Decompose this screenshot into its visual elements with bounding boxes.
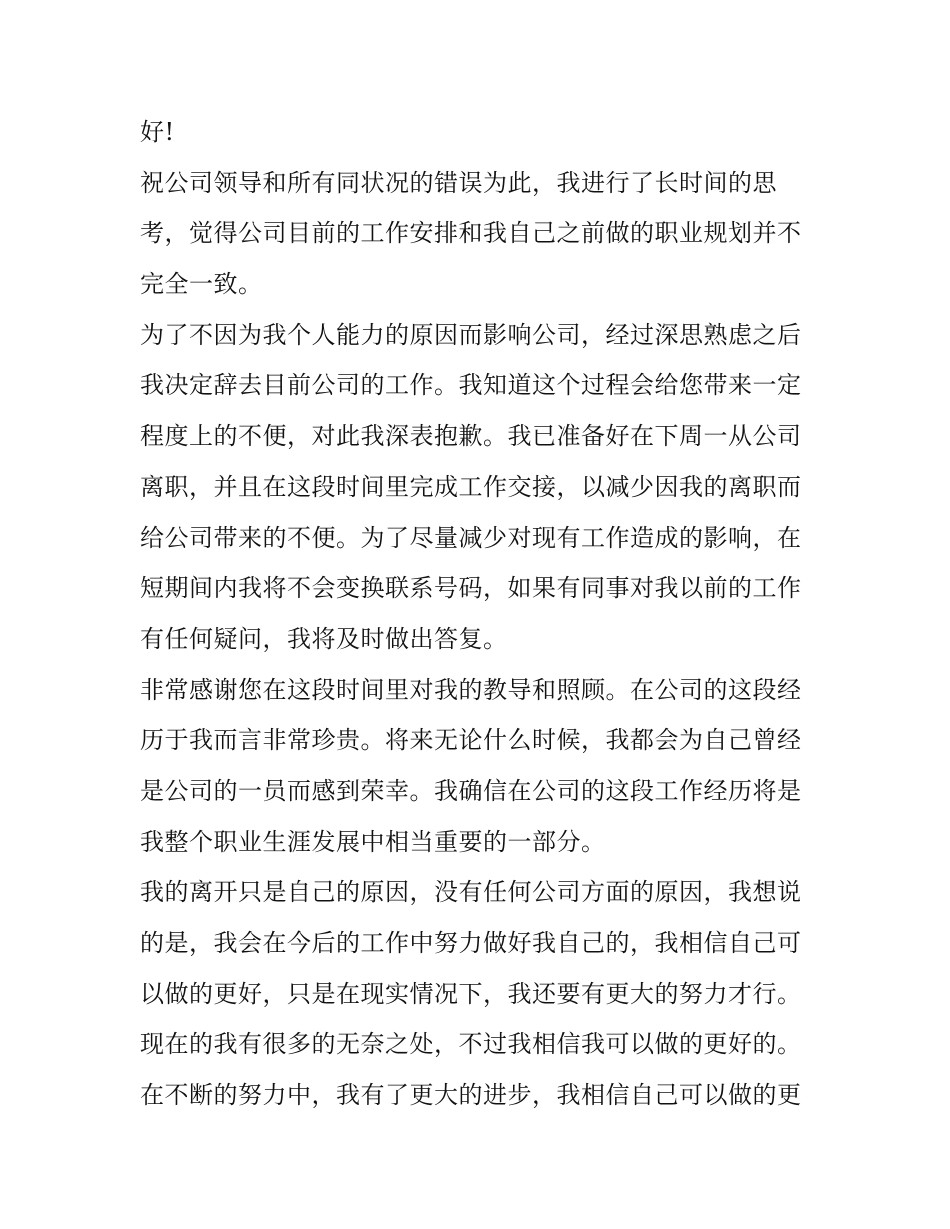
text-line: 非常感谢您在这段时间里对我的教导和照顾。在公司的这段经 — [140, 675, 802, 704]
text-line: 离职，并且在这段时间里完成工作交接，以减少因我的离职而 — [140, 472, 802, 501]
text-line: 祝公司领导和所有同状况的错误为此，我进行了长时间的思 — [140, 168, 777, 197]
text-line: 现在的我有很多的无奈之处，不过我相信我可以做的更好的。 — [140, 1030, 802, 1059]
text-line: 有任何疑问，我将及时做出答复。 — [140, 624, 508, 653]
text-line: 我决定辞去目前公司的工作。我知道这个过程会给您带来一定 — [140, 371, 802, 400]
text-line: 历于我而言非常珍贵。将来无论什么时候，我都会为自己曾经 — [140, 726, 802, 755]
text-line: 为了不因为我个人能力的原因而影响公司，经过深思熟虑之后 — [140, 320, 802, 349]
text-line: 给公司带来的不便。为了尽量减少对现有工作造成的影响，在 — [140, 523, 802, 552]
letter-body — [140, 107, 820, 1121]
text-line: 的是，我会在今后的工作中努力做好我自己的，我相信自己可 — [140, 929, 802, 957]
text-line: 考，觉得公司目前的工作安排和我自己之前做的职业规划并不 — [140, 219, 802, 248]
text-line: 好! — [140, 118, 175, 146]
text-line: 是公司的一员而感到荣幸。我确信在公司的这段工作经历将是 — [140, 776, 802, 805]
text-line: 我的离开只是自己的原因，没有任何公司方面的原因，我想说 — [140, 878, 802, 907]
text-line: 程度上的不便，对此我深表抱歉。我已准备好在下周一从公司 — [140, 422, 802, 451]
text-line: 以做的更好，只是在现实情况下，我还要有更大的努力才行。 — [140, 979, 802, 1008]
text-line: 短期间内我将不会变换联系号码，如果有同事对我以前的工作 — [140, 574, 802, 603]
text-line: 我整个职业生涯发展中相当重要的一部分。 — [140, 827, 606, 856]
text-line: 在不断的努力中，我有了更大的进步，我相信自己可以做的更 — [140, 1081, 802, 1110]
text-line: 完全一致。 — [140, 270, 263, 299]
